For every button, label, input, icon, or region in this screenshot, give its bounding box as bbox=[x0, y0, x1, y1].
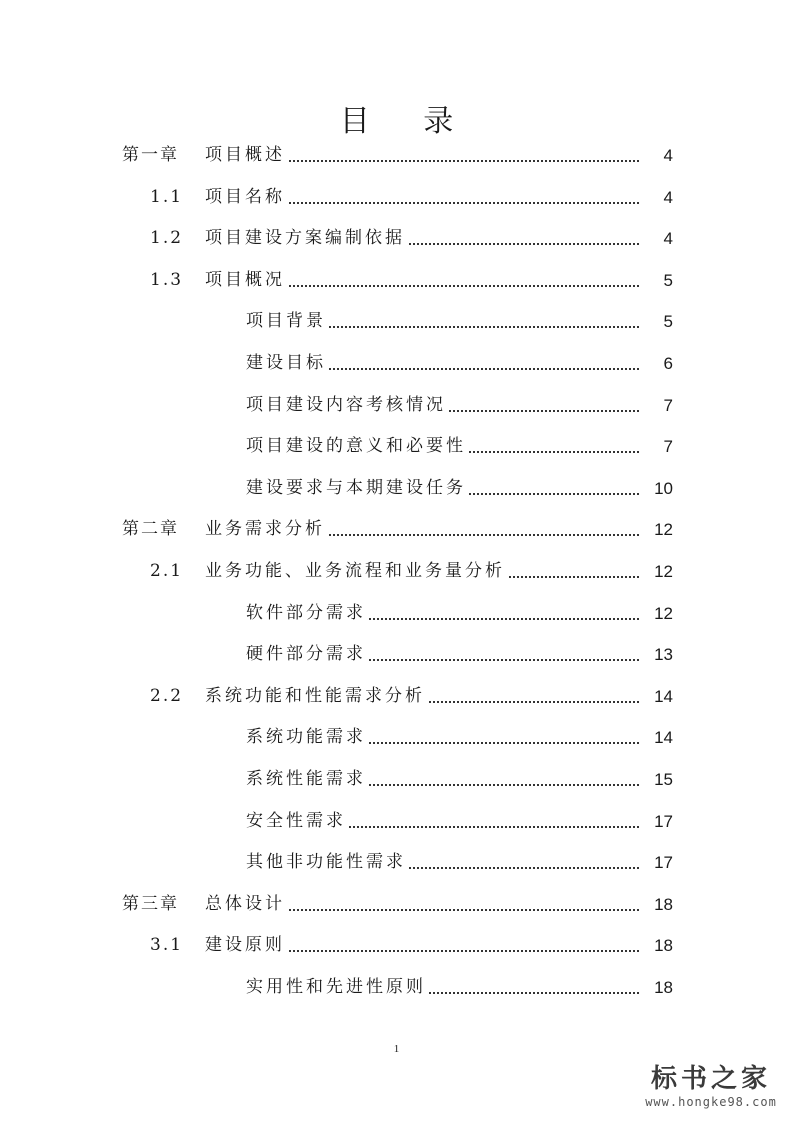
toc-entry-label: 项目建设的意义和必要性 bbox=[246, 431, 468, 456]
toc-entry-label: 软件部分需求 bbox=[246, 598, 368, 623]
toc-entry-label: 业务需求分析 bbox=[205, 514, 327, 539]
toc-entry[interactable] bbox=[0, 476, 673, 500]
toc-entry-page: 13 bbox=[654, 645, 673, 665]
toc-entry-page: 18 bbox=[654, 978, 673, 997]
toc-entry-label: 硬件部分需求 bbox=[246, 639, 368, 664]
toc-entry-label: 系统功能和性能需求分析 bbox=[205, 681, 427, 706]
toc-entry-label: 其他非功能性需求 bbox=[246, 847, 408, 872]
toc-entry[interactable] bbox=[0, 601, 673, 625]
toc-entry-page: 14 bbox=[654, 728, 673, 748]
toc-entry-label: 建设原则 bbox=[205, 930, 287, 955]
toc-entry[interactable] bbox=[0, 892, 673, 916]
toc-entry-page: 10 bbox=[654, 478, 673, 498]
toc-entry-number: 第二章 bbox=[122, 519, 179, 540]
toc-entry-label: 项目概述 bbox=[205, 140, 287, 165]
toc-entry-number: 1.1 bbox=[150, 186, 184, 207]
toc-entry[interactable] bbox=[0, 850, 673, 874]
toc-entry[interactable] bbox=[0, 517, 673, 541]
toc-entry-label: 建设目标 bbox=[246, 348, 328, 373]
toc-entry[interactable] bbox=[0, 975, 673, 999]
toc-entry-label: 项目建设方案编制依据 bbox=[205, 223, 407, 248]
toc-entry-number: 2.1 bbox=[150, 561, 184, 581]
toc-entry-label: 项目概况 bbox=[205, 265, 287, 290]
toc-entry[interactable] bbox=[0, 684, 673, 708]
watermark bbox=[641, 1063, 781, 1109]
toc-entry[interactable] bbox=[0, 143, 673, 167]
toc-entry[interactable] bbox=[0, 185, 673, 209]
toc-entry-page: 5 bbox=[663, 312, 673, 332]
toc-entry-page: 12 bbox=[654, 603, 673, 623]
watermark-url: www.hongke98.com bbox=[645, 1095, 777, 1109]
toc-entry-label: 项目建设内容考核情况 bbox=[246, 390, 448, 415]
toc-entry-page: 17 bbox=[654, 811, 673, 831]
toc-entry-label: 项目名称 bbox=[205, 182, 287, 207]
toc-title: 目 录 bbox=[339, 104, 476, 139]
toc-entry-number: 第三章 bbox=[122, 893, 179, 914]
toc-entry-page: 4 bbox=[663, 229, 673, 249]
toc-entry-label: 项目背景 bbox=[246, 306, 328, 331]
toc-entry-page: 12 bbox=[654, 520, 673, 540]
toc-entry-page: 14 bbox=[654, 686, 673, 706]
watermark-logo: 标书之家 bbox=[650, 1064, 771, 1094]
toc-entry[interactable] bbox=[0, 309, 673, 333]
toc-entry[interactable] bbox=[0, 393, 673, 417]
toc-entry-number: 1.2 bbox=[150, 228, 184, 249]
toc-entry[interactable] bbox=[0, 642, 673, 666]
toc-entry-page: 15 bbox=[654, 770, 673, 789]
toc-entry-page: 18 bbox=[654, 936, 673, 956]
toc-entry-label: 实用性和先进性原则 bbox=[246, 972, 428, 997]
toc-entry-page: 18 bbox=[654, 894, 673, 914]
toc-entry-page: 17 bbox=[654, 853, 673, 873]
page-number: 1 bbox=[393, 1043, 400, 1055]
toc-entry[interactable] bbox=[0, 933, 673, 957]
toc-entry-number: 1.3 bbox=[150, 269, 184, 290]
toc-entry-label: 系统功能需求 bbox=[246, 722, 368, 747]
toc-entry[interactable] bbox=[0, 434, 673, 458]
toc-entry-page: 5 bbox=[663, 270, 673, 290]
toc-entry[interactable] bbox=[0, 809, 673, 833]
toc-entry-page: 7 bbox=[663, 437, 673, 457]
toc-entry-page: 4 bbox=[663, 187, 673, 207]
toc-entry[interactable] bbox=[0, 559, 673, 583]
toc-entry[interactable] bbox=[0, 226, 673, 250]
toc-entry-label: 系统性能需求 bbox=[246, 764, 368, 789]
toc-entry[interactable] bbox=[0, 725, 673, 749]
toc-entry-number: 第一章 bbox=[122, 145, 179, 165]
toc-entry[interactable] bbox=[0, 268, 673, 292]
toc-entry-number: 3.1 bbox=[150, 935, 184, 956]
toc-entry-number: 2.2 bbox=[150, 685, 184, 706]
toc-entry-page: 6 bbox=[663, 354, 673, 373]
toc-entry-label: 总体设计 bbox=[205, 889, 287, 914]
toc-entry[interactable] bbox=[0, 351, 673, 375]
toc-entry-label: 建设要求与本期建设任务 bbox=[246, 473, 468, 498]
toc-entry-page: 12 bbox=[654, 562, 673, 581]
toc-entry-page: 4 bbox=[663, 146, 673, 165]
toc-entry-page: 7 bbox=[663, 395, 673, 415]
toc-entry-label: 安全性需求 bbox=[246, 806, 348, 831]
toc-entry[interactable] bbox=[0, 767, 673, 791]
toc-entry-label: 业务功能、业务流程和业务量分析 bbox=[205, 556, 507, 581]
